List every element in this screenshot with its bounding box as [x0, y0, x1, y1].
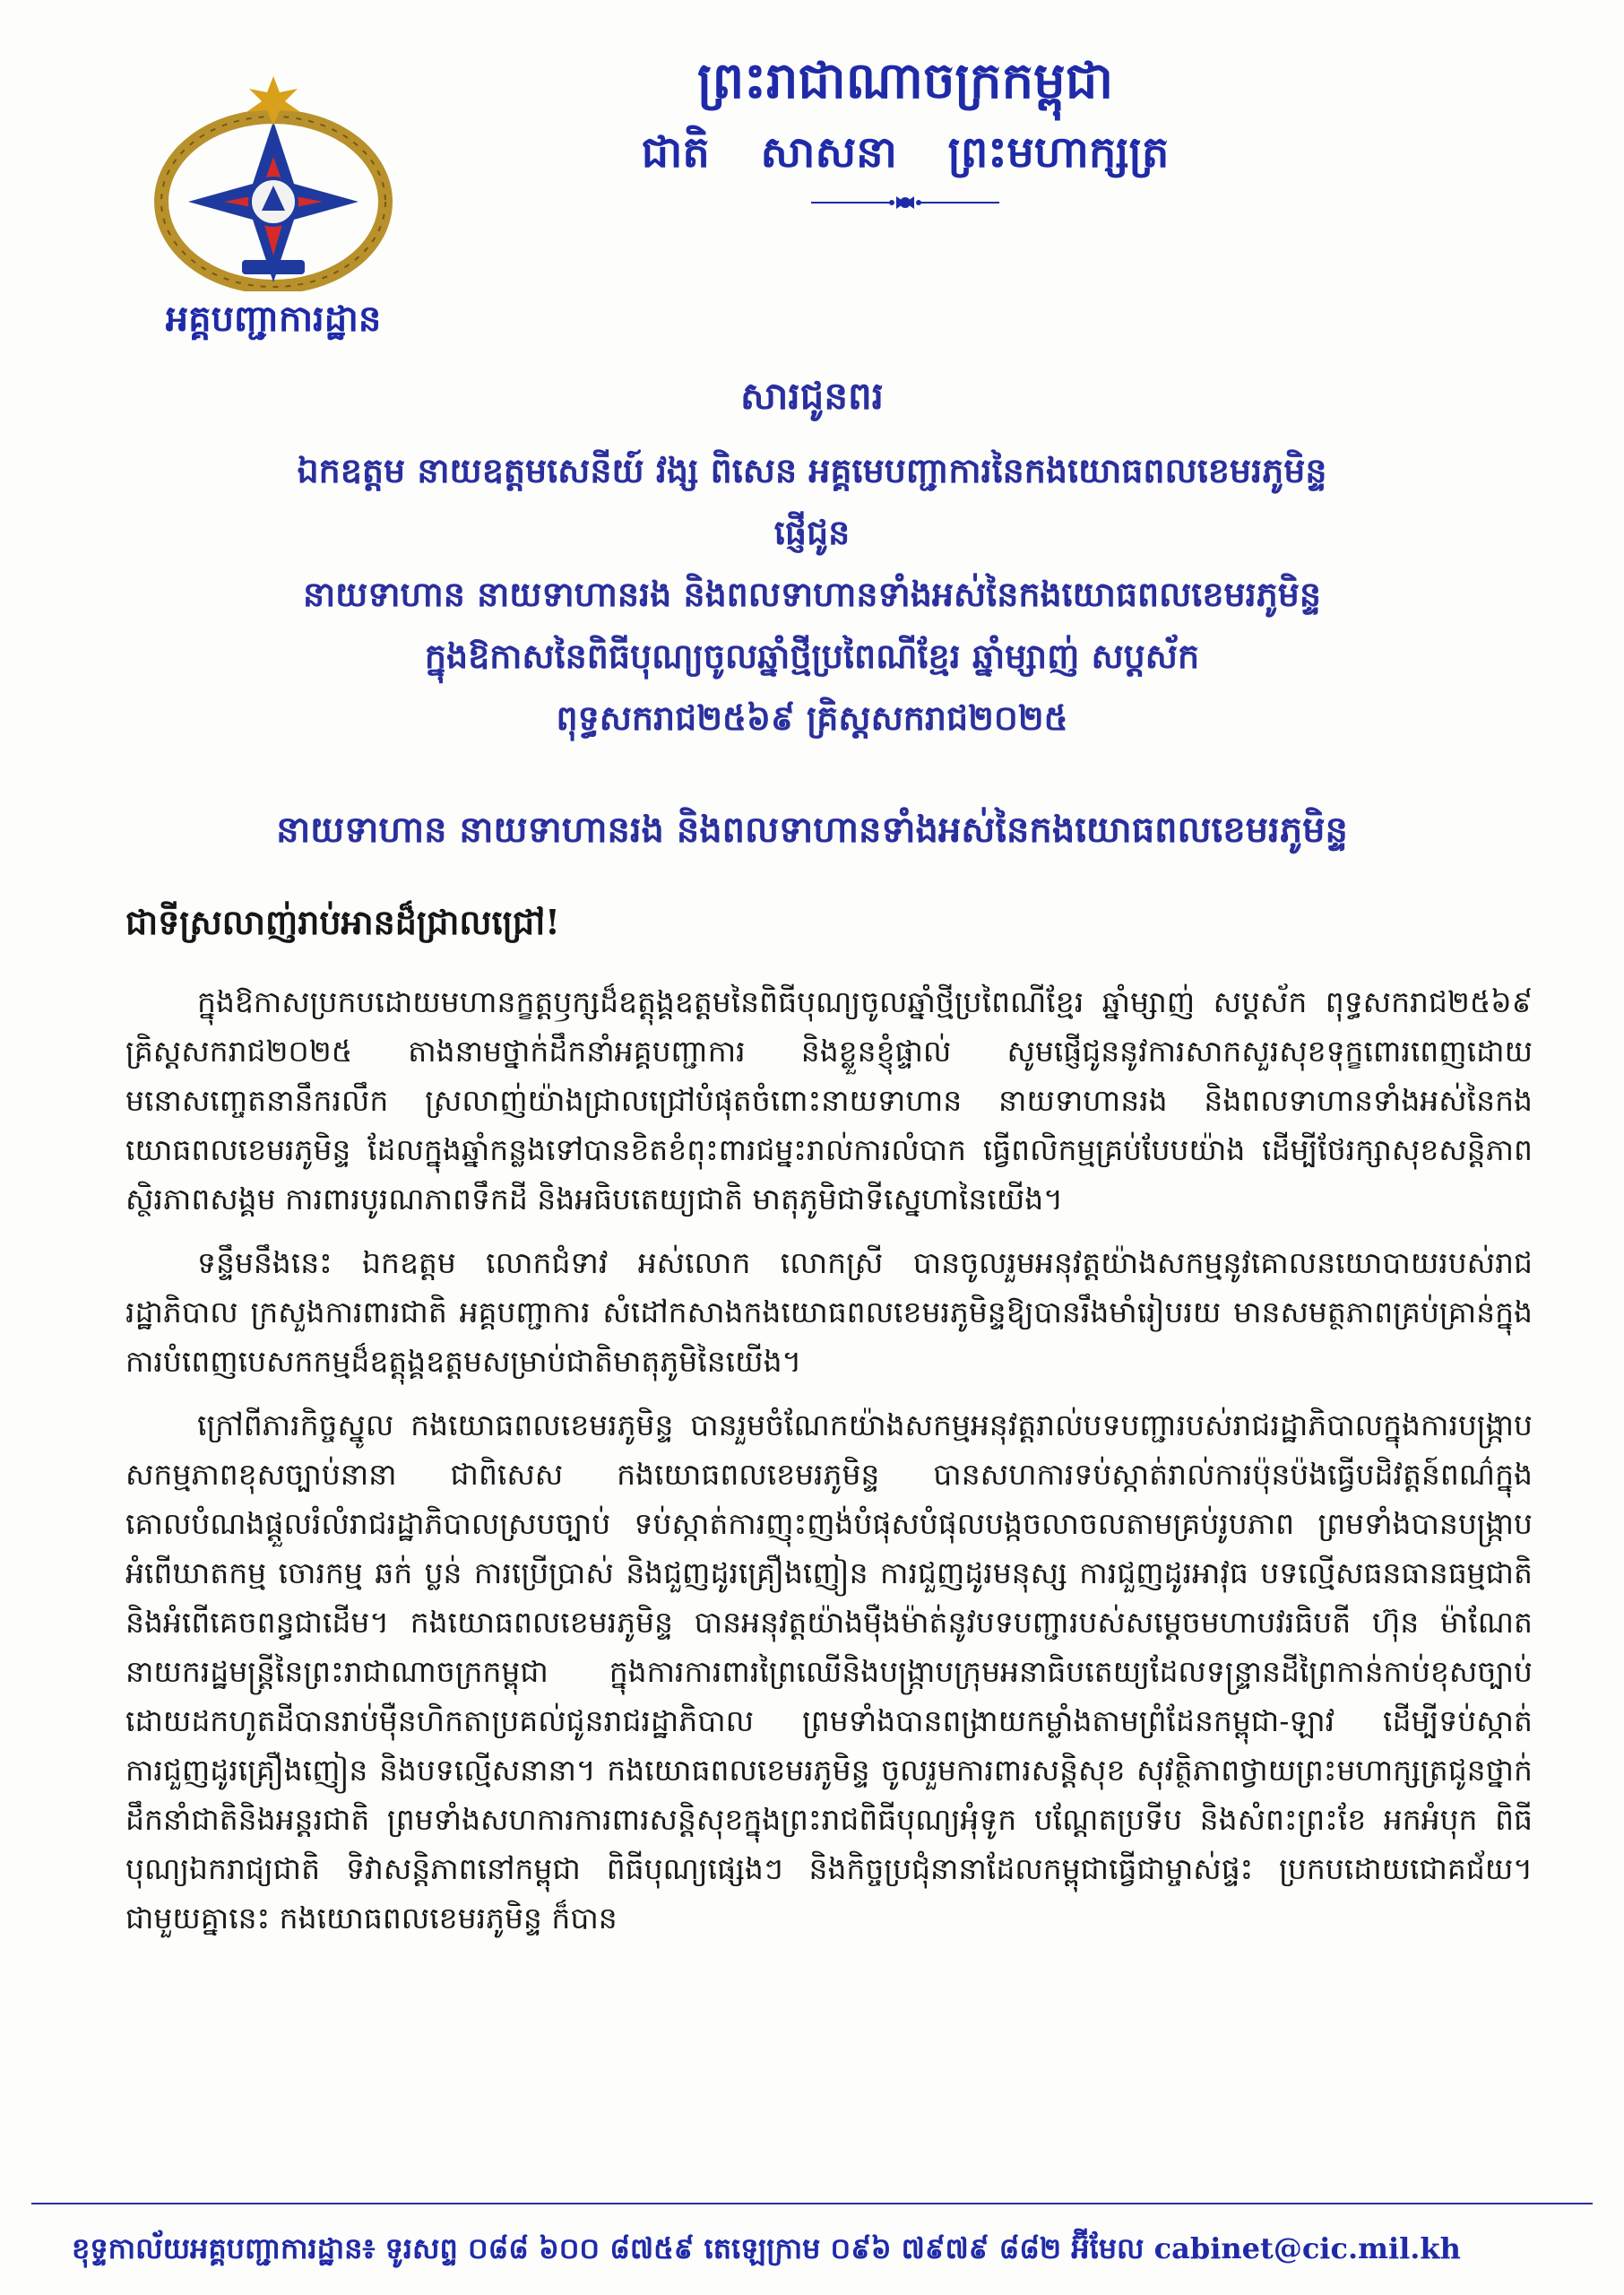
greeting: ជាទីស្រលាញ់រាប់អានដ៏ជ្រាលជ្រៅ!	[125, 902, 560, 942]
title-line: នាយទាហាន នាយទាហានរង និងពលទាហានទាំងអស់នៃកងយោធពលខេមរភូមិន្ទ	[302, 574, 1322, 614]
organization-name: អគ្គបញ្ជាការដ្ឋាន	[165, 298, 382, 340]
title-lines	[179, 439, 1445, 749]
message-body	[125, 977, 1533, 1957]
message-title: សារជូនពរ	[740, 374, 884, 418]
kingdom-header	[592, 40, 1219, 212]
salutation: នាយទាហាន នាយទាហានរង និងពលទាហានទាំងអស់នៃកងយោធពលខេមរភូមិន្ទ	[276, 809, 1348, 851]
footer-contact: ខុទ្ទកាល័យអគ្គបញ្ជាការដ្ឋាន៖ ទូរសព្ទ ០៨៨ ៦០០ ៨៧៥៩ តេឡេក្រាម ០៩៦ ៧៩៧៩ ៨៨២ អ៊ីមែល cabinet@cic.mil.kh	[72, 2231, 1461, 2265]
paragraph: ទន្ទឹមនឹងនេះ ឯកឧត្តម លោកជំទាវ អស់លោក លោកស្រី បានចូលរួមអនុវត្តយ៉ាងសកម្មនូវគោលនយោបាយរបស់រាជរដ្ឋាភិបាល ក្រសួងការពារជាតិ អគ្គបញ្ជាការ សំដៅកសាងកងយោធពលខេមរភូមិន្ទឱ្យបានរឹងមាំរៀបរយ មានសមត្ថភាពគ្រប់គ្រាន់ក្នុងការបំពេញបេសកកម្មដ៏ឧត្តុង្គឧត្តមសម្រាប់ជាតិមាតុភូមិនៃយើង។	[125, 1245, 1533, 1379]
ornament-divider-icon	[807, 193, 1004, 212]
kingdom-motto: ជាតិ សាសនា ព្រះមហាក្សត្រ	[641, 127, 1170, 178]
title-line: ក្នុងឱកាសនៃពិធីបុណ្យចូលឆ្នាំថ្មីប្រពៃណីខ្មែរ ឆ្នាំម្សាញ់ សប្តស័ក	[424, 636, 1200, 676]
title-line: ផ្ញើជូន	[773, 512, 851, 552]
paragraph: ក្នុងឱកាសប្រកបដោយមហានក្ខត្តឫក្សដ៏ឧត្តុង្គឧត្តមនៃពិធីបុណ្យចូលឆ្នាំថ្មីប្រពៃណីខ្មែរ ឆ្នាំម្សាញ់ សប្តស័ក ពុទ្ធសករាជ២៥៦៩ គ្រិស្តសករាជ២០២៥ តាងនាមថ្នាក់ដឹកនាំអគ្គបញ្ជាការ និងខ្លួនខ្ញុំផ្ទាល់ សូមផ្ញើជូននូវការសាកសួរសុខទុក្ខពោរពេញដោយមនោសញ្ចេតនានឹករលឹក ស្រលាញ់យ៉ាងជ្រាលជ្រៅបំផុតចំពោះនាយទាហាន នាយទាហានរង និងពលទាហានទាំងអស់នៃកងយោធពលខេមរភូមិន្ទ ដែលក្នុងឆ្នាំកន្លងទៅបានខិតខំពុះពារជម្នះរាល់ការលំបាក ធ្វើពលិកម្មគ្រប់បែបយ៉ាង ដើម្បីថែរក្សាសុខសន្តិភាព ស្ថិរភាពសង្គម ការពារបូរណភាពទឹកដី និងអធិបតេយ្យជាតិ មាតុភូមិជាទីស្នេហានៃយើង។	[125, 984, 1533, 1217]
title-line: ពុទ្ធសករាជ២៥៦៩ គ្រិស្តសករាជ២០២៥	[556, 697, 1068, 738]
kingdom-title: ព្រះរាជាណាចក្រកម្ពុជា	[696, 51, 1114, 110]
paragraph: ក្រៅពីភារកិច្ចស្នូល កងយោធពលខេមរភូមិន្ទ បានរួមចំណែកយ៉ាងសកម្មអនុវត្តរាល់បទបញ្ជារបស់រាជរដ្ឋាភិបាលក្នុងការបង្ក្រាបសកម្មភាពខុសច្បាប់នានា ជាពិសេស កងយោធពលខេមរភូមិន្ទ បានសហការទប់ស្កាត់រាល់ការប៉ុនប៉ងធ្វើបដិវត្តន៍ពណ៌ក្នុងគោលបំណងផ្តួលរំលំរាជរដ្ឋាភិបាលស្របច្បាប់ ទប់ស្កាត់ការញុះញង់បំផុសបំផុលបង្កចលាចលតាមគ្រប់រូបភាព ព្រមទាំងបានបង្ក្រាបអំពើឃាតកម្ម ចោរកម្ម ឆក់ ប្លន់ ការប្រើប្រាស់ និងជួញដូរគ្រឿងញៀន ការជួញដូរមនុស្ស ការជួញដូរអាវុធ បទល្មើសធនធានធម្មជាតិ និងអំពើគេចពន្ធជាដើម។ កងយោធពលខេមរភូមិន្ទ បានអនុវត្តយ៉ាងម៉ឺងម៉ាត់នូវបទបញ្ជារបស់សម្តេចមហាបវរធិបតី ហ៊ុន ម៉ាណែត នាយករដ្ឋមន្ត្រីនៃព្រះរាជាណាចក្រកម្ពុជា ក្នុងការការពារព្រៃឈើនិងបង្ក្រាបក្រុមអនាធិបតេយ្យដែលទន្ទ្រានដីព្រៃកាន់កាប់ខុសច្បាប់ ដោយដកហូតដីបានរាប់ម៉ឺនហិកតាប្រគល់ជូនរាជរដ្ឋាភិបាល ព្រមទាំងបានពង្រាយកម្លាំងតាមព្រំដែនកម្ពុជា-ឡាវ ដើម្បីទប់ស្កាត់ការជួញដូរគ្រឿងញៀន និងបទល្មើសនានា។ កងយោធពលខេមរភូមិន្ទ ចូលរួមការពារសន្តិសុខ សុវត្ថិភាពថ្វាយព្រះមហាក្សត្រជូនថ្នាក់ដឹកនាំជាតិនិងអន្តរជាតិ ព្រមទាំងសហការការពារសន្តិសុខក្នុងព្រះរាជពិធីបុណ្យអុំទូក បណ្តែតប្រទីប និងសំពះព្រះខែ អកអំបុក ពិធីបុណ្យឯករាជ្យជាតិ ទិវាសន្តិភាពនៅកម្ពុជា ពិធីបុណ្យផ្សេងៗ និងកិច្ចប្រជុំនានាដែលកម្ពុជាធ្វើជាម្ចាស់ផ្ទះ ប្រកបដោយជោគជ័យ។ ជាមួយគ្នានេះ កងយោធពលខេមរភូមិន្ទ ក៏បាន	[125, 1407, 1533, 1936]
title-line: ឯកឧត្តម នាយឧត្តមសេនីយ៍ វង្ស ពិសេន អគ្គមេបញ្ជាការនៃកងយោធពលខេមរភូមិន្ទ	[297, 450, 1327, 490]
footer-divider	[31, 2203, 1593, 2204]
military-emblem-icon	[143, 76, 403, 291]
